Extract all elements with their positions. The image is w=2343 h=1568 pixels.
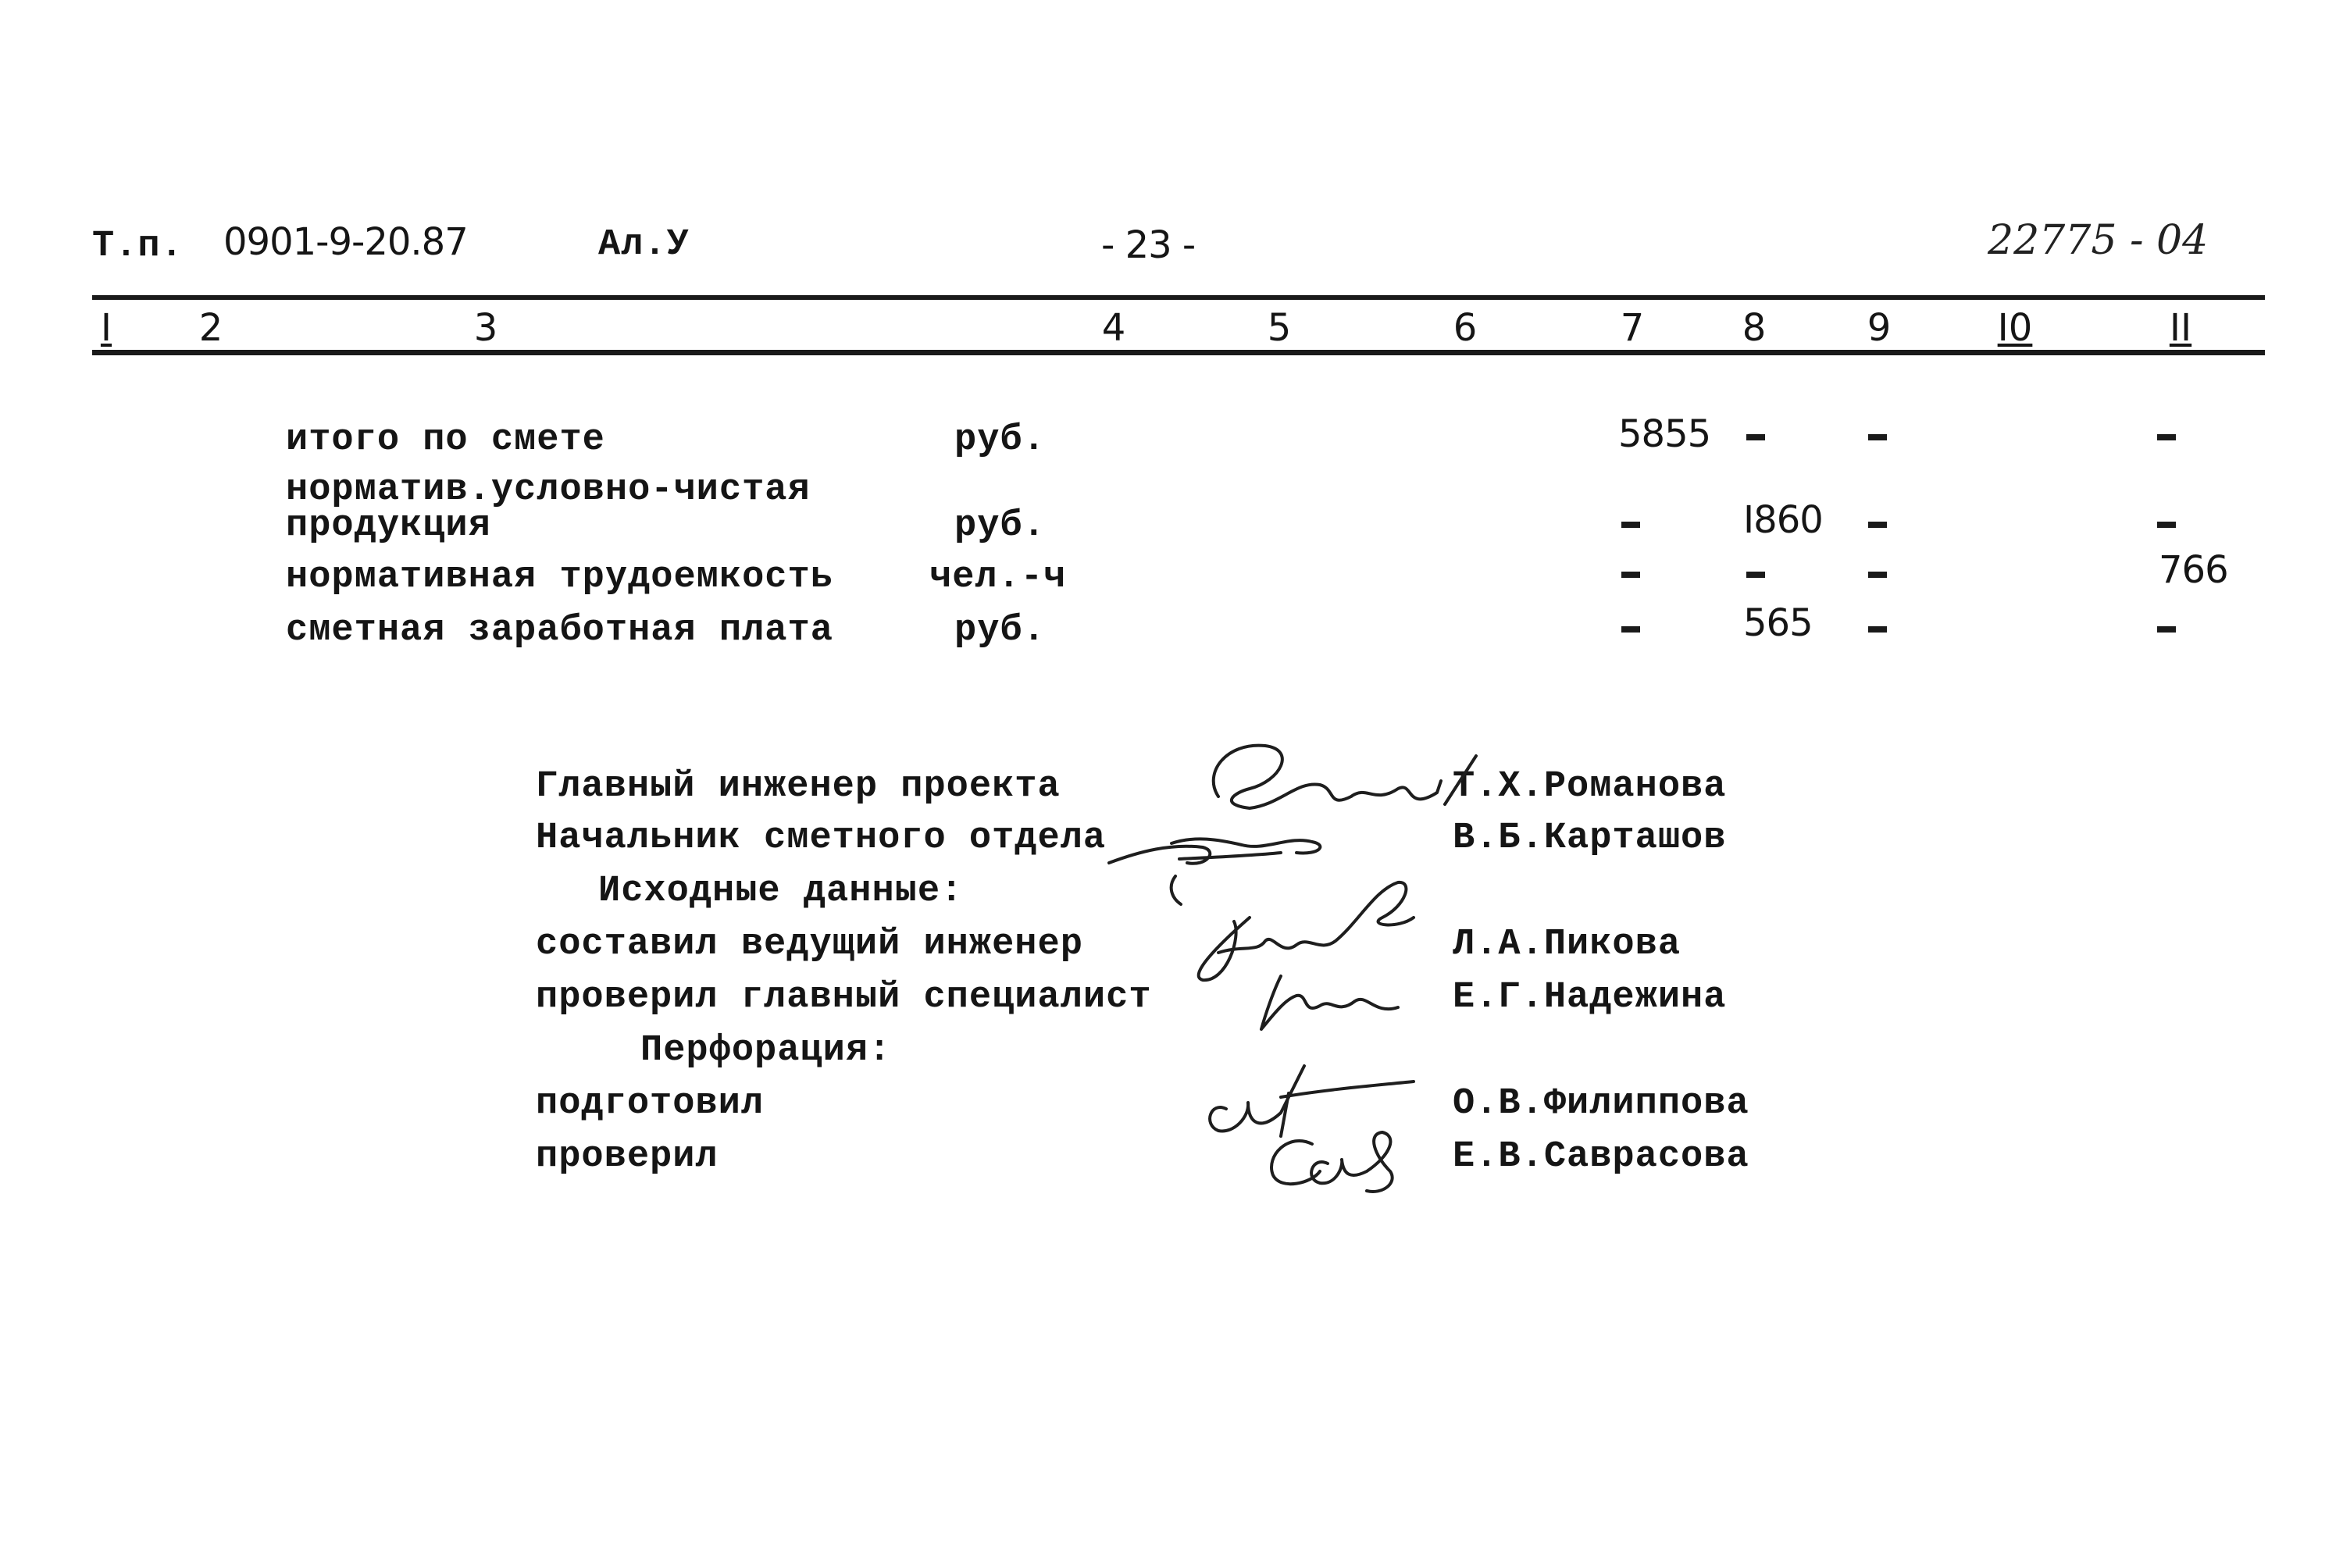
row-unit: руб. bbox=[954, 505, 1046, 547]
source-data-heading: Исходные данные: bbox=[598, 871, 964, 912]
col-number-8: 8 bbox=[1742, 306, 1767, 350]
col-number-4: 4 bbox=[1101, 306, 1126, 350]
row-col11: 766 bbox=[2159, 548, 2228, 592]
project-code: 0901-9-20.87 bbox=[223, 220, 468, 264]
col-number-1: I bbox=[100, 306, 112, 350]
name-kartashov: В.Б.Карташов bbox=[1453, 818, 1727, 859]
name-savrasova: Е.В.Саврасова bbox=[1453, 1136, 1749, 1178]
col-number-6: 6 bbox=[1453, 306, 1478, 350]
col-number-5: 5 bbox=[1267, 306, 1292, 350]
inventory-number: 22775 - 04 bbox=[1988, 217, 2209, 264]
name-romanova: Т.Х.Романова bbox=[1453, 766, 1727, 807]
row-unit: руб. bbox=[954, 419, 1046, 461]
signature-romanova bbox=[1214, 746, 1476, 808]
col-number-10: I0 bbox=[1997, 306, 2033, 350]
row-name: сметная заработная плата bbox=[286, 610, 833, 651]
name-nadezhina: Е.Г.Надежина bbox=[1453, 977, 1727, 1018]
role-estimate-head: Начальник сметного отдела bbox=[536, 818, 1107, 859]
signature-filippova bbox=[1210, 1066, 1414, 1136]
row-name-continued: продукция bbox=[286, 505, 491, 547]
signature-pikova bbox=[1199, 882, 1414, 980]
row-col8: 565 bbox=[1743, 601, 1813, 645]
row-col7: 5855 bbox=[1618, 412, 1711, 456]
col-number-2: 2 bbox=[198, 306, 223, 350]
col-number-7: 7 bbox=[1620, 306, 1645, 350]
row-name: норматив.условно-чистая bbox=[286, 469, 811, 511]
tp-label: Т.п. bbox=[92, 226, 184, 267]
col-number-9: 9 bbox=[1867, 306, 1892, 350]
role-chief-engineer: Главный инженер проекта bbox=[536, 766, 1061, 807]
col-number-11: II bbox=[2169, 306, 2192, 350]
role-compiled-by: составил ведущий инженер bbox=[536, 924, 1083, 965]
row-unit: руб. bbox=[954, 610, 1046, 651]
page-number: - 23 - bbox=[1101, 223, 1196, 267]
signature-nadezhina bbox=[1261, 976, 1398, 1029]
signature-kartashov bbox=[1109, 839, 1320, 904]
row-col8: I860 bbox=[1743, 498, 1823, 542]
name-pikova: Л.А.Пикова bbox=[1453, 924, 1681, 965]
role-checked-by: проверил bbox=[536, 1136, 719, 1178]
name-filippova: О.В.Филиппова bbox=[1453, 1083, 1749, 1124]
row-unit: чел.-ч bbox=[929, 557, 1067, 598]
col-number-3: 3 bbox=[473, 306, 498, 350]
role-prepared-by: подготовил bbox=[536, 1083, 765, 1124]
signature-savrasova bbox=[1271, 1132, 1393, 1192]
album-label: Ал.У bbox=[598, 224, 690, 265]
role-checked-specialist: проверил главный специалист bbox=[536, 977, 1152, 1018]
row-name: итого по смете bbox=[286, 419, 605, 461]
perforation-heading: Перфорация: bbox=[640, 1030, 892, 1071]
row-name: нормативная трудоемкость bbox=[286, 557, 833, 598]
